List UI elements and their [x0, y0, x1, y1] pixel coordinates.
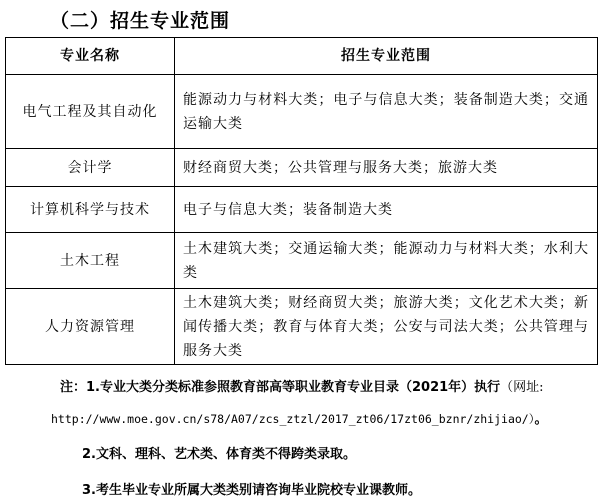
- table-row: [6, 75, 598, 149]
- table-row: [6, 187, 598, 233]
- note-3: 3.考生毕业专业所属大类类别请咨询毕业院校专业课教师。: [82, 483, 421, 498]
- header-scope: 招生专业范围: [175, 38, 598, 75]
- section-title: （二）招生专业范围: [50, 10, 231, 32]
- major-name-cell: 会计学: [6, 149, 175, 187]
- note-1-url-prefix: （网址:: [500, 380, 544, 395]
- note-1-url-line: [51, 408, 548, 427]
- url-end: 。: [534, 412, 548, 427]
- scope-cell: 财经商贸大类；公共管理与服务大类；旅游大类: [175, 149, 598, 187]
- major-name-cell: 人力资源管理: [6, 289, 175, 365]
- scope-cell: 电子与信息大类；装备制造大类: [175, 187, 598, 233]
- note-1: [60, 376, 544, 395]
- major-name-cell: 土木工程: [6, 233, 175, 289]
- major-name-cell: 电气工程及其自动化: [6, 75, 175, 149]
- table-header-row: [6, 38, 598, 75]
- table-row: [6, 233, 598, 289]
- majors-table: [5, 37, 598, 365]
- scope-cell: 土木建筑大类；交通运输大类；能源动力与材料大类；水利大类: [175, 233, 598, 289]
- note-1-text: 注：1.专业大类分类标准参照教育部高等职业教育专业目录（2021年）执行: [60, 380, 501, 395]
- scope-cell: 土木建筑大类；财经商贸大类；旅游大类；文化艺术大类；新闻传播大类；教育与体育大类；公安与司法大类；公共管理与服务大类: [175, 289, 598, 365]
- table-row: [6, 289, 598, 365]
- reference-url: http://www.moe.gov.cn/s78/A07/zcs_ztzl/2017_zt06/17zt06_bznr/zhijiao/）: [51, 412, 535, 426]
- table-row: [6, 149, 598, 187]
- note-2: 2.文科、理科、艺术类、体育类不得跨类录取。: [82, 447, 356, 462]
- header-major-name: 专业名称: [6, 38, 175, 75]
- major-name-cell: 计算机科学与技术: [6, 187, 175, 233]
- scope-cell: 能源动力与材料大类；电子与信息大类；装备制造大类；交通运输大类: [175, 75, 598, 149]
